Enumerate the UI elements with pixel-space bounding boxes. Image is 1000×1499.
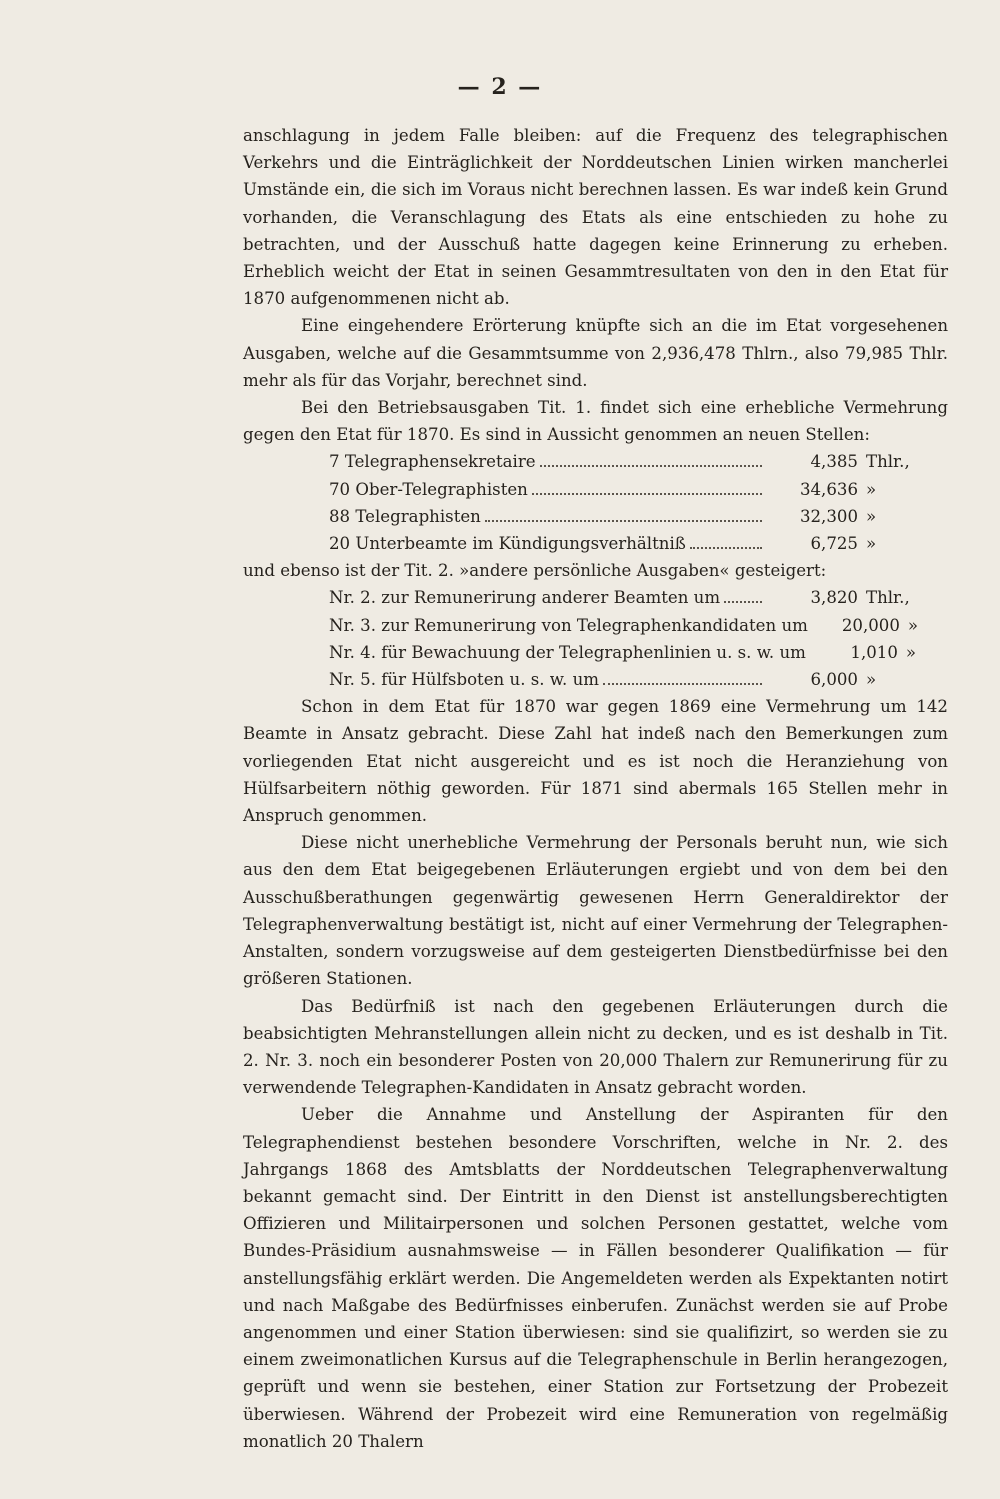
page-body — [243, 122, 948, 1455]
item-unit: » — [905, 642, 917, 662]
paragraph-staff-increase: Schon in dem Etat für 1870 war gegen 1869 eine Vermehrung um 142 Beamte in Ansatz gebracht. Diese Zahl hat indeß nach den Bemerkungen zum vorliegenden Etat nicht ausgereicht und es ist noch die Heranziehung von Hülfsarbeitern nöthig geworden. Für 1871 sind abermals 165 Stellen mehr in Anspruch genommen. — [243, 697, 948, 826]
paragraph-personnel: Diese nicht unerhebliche Vermehrung der Personals beruht nun, wie sich aus den dem Etat beigegebenen Erläuterungen ergiebt und von dem bei den Ausschußberathungen gegenwärtig gewesenen Herrn Generaldirektor der Telegraphenverwaltung bestätigt ist, nicht auf einer Vermehrung der Telegraphen-Anstalten, sondern vorzugsweise auf dem gesteigerten Dienstbedürfnisse bei den größeren Stationen. — [243, 833, 948, 989]
item-label: Nr. 3. zur Remunerirung von Telegraphenkandidaten um — [329, 615, 808, 635]
new-positions-list — [243, 448, 948, 557]
item-unit: » — [866, 479, 877, 499]
item-value: 6,725 — [810, 534, 858, 554]
list-item — [329, 530, 928, 557]
list-item — [329, 503, 928, 530]
paragraph-need: Das Bedürfniß ist nach den gegebenen Erläuterungen durch die beabsichtigten Mehranstellungen allein nicht zu decken, und es ist deshalb in Tit. 2. Nr. 3. noch ein besonderer Posten von 20,000 Thalern zur Remunerirung für zu verwendende Telegraphen-Kandidaten in Ansatz gebracht worden. — [243, 996, 948, 1098]
dot-leader — [690, 538, 762, 549]
item-value: 4,385 — [810, 452, 858, 472]
item-value: 3,820 — [810, 588, 858, 608]
item-label: Nr. 2. zur Remunerirung anderer Beamten um — [329, 588, 721, 608]
item-label: 88 Telegraphisten — [329, 506, 481, 526]
item-unit: Thlr., — [866, 588, 910, 608]
item-unit: » — [866, 534, 877, 554]
list-item — [329, 612, 928, 639]
page-number: — 2 — — [457, 74, 543, 100]
paragraph-operating-costs: Bei den Betriebsausgaben Tit. 1. findet sich eine erhebliche Vermehrung gegen den Etat für 1870. Es sind in Aussicht genommen an neuen Stellen: — [243, 398, 948, 445]
item-label: Nr. 4. für Bewachuung der Telegraphenlinien u. s. w. um — [329, 642, 806, 662]
dot-leader — [603, 674, 762, 685]
item-label: 20 Unterbeamte im Kündigungsverhältniß — [329, 534, 686, 554]
dot-leader — [540, 456, 762, 467]
item-value: 20,000 — [841, 615, 900, 635]
list-item — [329, 448, 928, 475]
item-unit: » — [866, 506, 877, 526]
list-item — [329, 666, 928, 693]
item-value: 1,010 — [850, 642, 898, 662]
item-value: 32,300 — [799, 506, 858, 526]
bridge-text: und ebenso ist der Tit. 2. »andere persönliche Ausgaben« gesteigert: — [243, 561, 827, 581]
item-label: 70 Ober-Telegraphisten — [329, 479, 528, 499]
item-label: 7 Telegraphensekretaire — [329, 452, 536, 472]
paragraph-expenses: Eine eingehendere Erörterung knüpfte sich an die im Etat vorgesehenen Ausgaben, welche auf die Gesammtsumme von 2,936,478 Thlrn., also 79,985 Thlr. mehr als für das Vorjahr, berechnet sind. — [243, 316, 948, 390]
list-item — [329, 639, 928, 666]
item-label: Nr. 5. für Hülfsboten u. s. w. um — [329, 670, 600, 690]
item-value: 34,636 — [799, 479, 858, 499]
paragraph-aspirants: Ueber die Annahme und Anstellung der Aspiranten für den Telegraphendienst bestehen besondere Vorschriften, welche in Nr. 2. des Jahrgangs 1868 des Amtsblatts der Norddeutschen Telegraphenverwaltung bekannt gemacht sind. Der Eintritt in den Dienst ist anstellungsberechtigten Offizieren und Militairpersonen und solchen Personen gestattet, welche vom Bundes-Präsidium ausnahmsweise — in Fällen besonderer Qualifikation — für anstellungsfähig erklärt werden. Die Angemeldeten werden als Expektanten notirt und nach Maßgabe des Bedürfnisses einberufen. Zunächst werden sie auf Probe angenommen und einer Station überwiesen: sind sie qualifizirt, so werden sie zu einem zweimonatlichen Kursus auf die Telegraphenschule in Berlin herangezogen, geprüft und wenn sie bestehen, einer Station zur Fortsetzung der Probezeit überwiesen. Während der Probezeit wird eine Remuneration von regelmäßig monatlich 20 Thalern — [243, 1105, 948, 1451]
item-unit: » — [866, 670, 877, 690]
list-item — [329, 584, 928, 611]
dot-leader — [532, 484, 762, 495]
item-unit: Thlr., — [866, 452, 910, 472]
dot-leader — [724, 592, 762, 603]
list-item — [329, 476, 928, 503]
other-expenses-list — [243, 584, 948, 693]
item-value: 6,000 — [810, 670, 858, 690]
dot-leader — [485, 511, 762, 522]
paragraph-continuation: anschlagung in jedem Falle bleiben: auf die Frequenz des telegraphischen Verkehrs und die Einträglichkeit der Norddeutschen Linien wirken mancherlei Umstände ein, die sich im Voraus nicht berechnen lassen. Es war indeß kein Grund vorhanden, die Veranschlagung des Etats als eine entschieden zu hohe zu betrachten, und der Ausschuß hatte dagegen keine Erinnerung zu erheben. Erheblich weicht der Etat in seinen Gesammtresultaten von den in den Etat für 1870 aufgenommenen nicht ab. — [243, 126, 948, 309]
item-unit: » — [907, 615, 919, 635]
